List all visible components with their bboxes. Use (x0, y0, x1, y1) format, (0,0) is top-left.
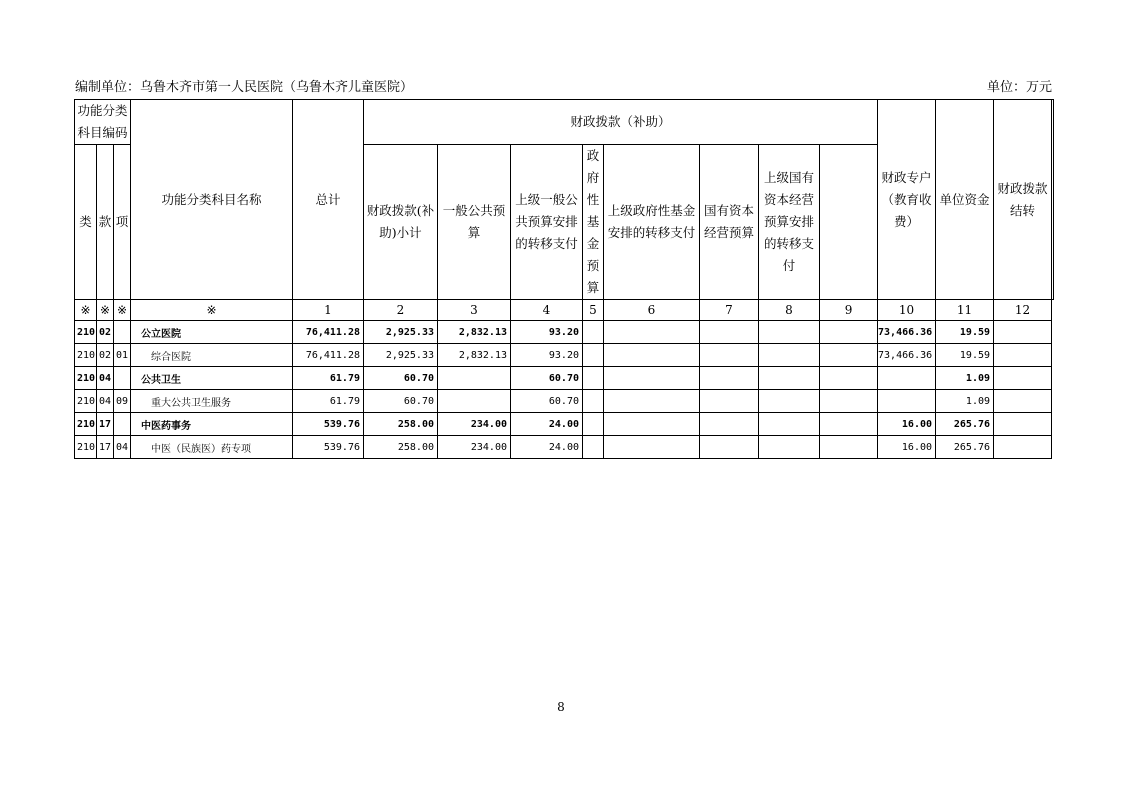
cell-fiscal-subtotal: 2,925.33 (364, 321, 438, 344)
cell-total: 76,411.28 (293, 344, 364, 367)
cell-kuan: 04 (97, 390, 114, 413)
cell-upper-state (759, 436, 820, 459)
header-gov-fund-budget: 政府性基金预算 (583, 145, 604, 300)
header-fiscal-carryover: 财政拨款结转 (994, 100, 1052, 300)
cell-upper-state (759, 413, 820, 436)
cell-upper-fund (604, 413, 700, 436)
cell-unit-funds (878, 390, 936, 413)
cell-total: 539.76 (293, 436, 364, 459)
compiling-unit-label: 编制单位：乌鲁木齐市第一人民医院（乌鲁木齐儿童医院） (75, 80, 414, 95)
cell-state-capital (700, 321, 759, 344)
cell-nonfiscal-carry (994, 436, 1052, 459)
cell-name: 中医（民族医）药专项 (131, 436, 293, 459)
cell-nonfiscal-carry (994, 390, 1052, 413)
cell-special (820, 436, 878, 459)
cell-nonfiscal-carry (994, 344, 1052, 367)
cell-kuan: 04 (97, 367, 114, 390)
cell-lei: 210 (75, 367, 97, 390)
cell-name: 综合医院 (131, 344, 293, 367)
cell-general-budget: 234.00 (438, 436, 511, 459)
index-cell: 6 (604, 300, 700, 321)
cell-name: 重大公共卫生服务 (131, 390, 293, 413)
cell-state-capital (700, 436, 759, 459)
cell-unit-funds: 73,466.36 (878, 321, 936, 344)
index-cell: 7 (700, 300, 759, 321)
index-cell: 1 (293, 300, 364, 321)
index-cell: ※ (114, 300, 131, 321)
cell-nonfiscal-carry (994, 321, 1052, 344)
header-state-capital-budget: 国有资本经营预算 (700, 145, 759, 300)
index-cell: 5 (583, 300, 604, 321)
cell-upper-fund (604, 390, 700, 413)
cell-lei: 210 (75, 413, 97, 436)
table-row (75, 367, 1054, 390)
cell-general-budget: 2,832.13 (438, 344, 511, 367)
header-name: 功能分类科目名称 (131, 100, 293, 300)
cell-unit-funds: 73,466.36 (878, 344, 936, 367)
index-cell: 11 (936, 300, 994, 321)
cell-xiang: 04 (114, 436, 131, 459)
cell-fiscal-subtotal: 2,925.33 (364, 344, 438, 367)
cell-upper-state (759, 321, 820, 344)
cell-state-capital (700, 344, 759, 367)
index-cell: ※ (97, 300, 114, 321)
cell-upper-general-transfer: 60.70 (511, 390, 583, 413)
cell-special (820, 413, 878, 436)
cell-general-budget (438, 367, 511, 390)
cell-upper-general-transfer: 24.00 (511, 413, 583, 436)
cell-general-budget: 2,832.13 (438, 321, 511, 344)
cell-special (820, 367, 878, 390)
cell-total: 539.76 (293, 413, 364, 436)
cell-fiscal-subtotal: 60.70 (364, 367, 438, 390)
cell-unit-funds (878, 367, 936, 390)
header-xiang: 项 (114, 145, 131, 300)
cell-upper-general-transfer: 93.20 (511, 344, 583, 367)
cell-kuan: 02 (97, 344, 114, 367)
cell-fiscal-carry: 19.59 (936, 321, 994, 344)
cell-kuan: 17 (97, 436, 114, 459)
cell-xiang (114, 413, 131, 436)
index-cell: 10 (878, 300, 936, 321)
header-general-budget: 一般公共预算 (438, 145, 511, 300)
cell-general-budget: 234.00 (438, 413, 511, 436)
cell-special (820, 321, 878, 344)
header-fiscal-subtotal: 财政拨款(补助)小计 (364, 145, 438, 300)
cell-upper-state (759, 390, 820, 413)
table-row (75, 321, 1054, 344)
index-cell: 9 (820, 300, 878, 321)
header-upper-state-capital-transfer: 上级国有资本经营预算安排的转移支付 (759, 145, 820, 300)
budget-table (74, 99, 1054, 459)
cell-fiscal-subtotal: 258.00 (364, 413, 438, 436)
table-row (75, 390, 1054, 413)
header-upper-general-transfer: 上级一般公共预算安排的转移支付 (511, 145, 583, 300)
cell-upper-state (759, 344, 820, 367)
cell-name: 公共卫生 (131, 367, 293, 390)
cell-nonfiscal-carry (994, 367, 1052, 390)
cell-total: 61.79 (293, 390, 364, 413)
index-cell: 12 (994, 300, 1052, 321)
cell-kuan: 02 (97, 321, 114, 344)
cell-upper-state (759, 367, 820, 390)
table-row (75, 436, 1054, 459)
cell-total: 76,411.28 (293, 321, 364, 344)
cell-state-capital (700, 390, 759, 413)
cell-gov-fund (583, 321, 604, 344)
cell-total: 61.79 (293, 367, 364, 390)
cell-lei: 210 (75, 436, 97, 459)
cell-fiscal-carry: 19.59 (936, 344, 994, 367)
header-nonfiscal-carryover (1052, 100, 1054, 300)
index-cell: 2 (364, 300, 438, 321)
cell-lei: 210 (75, 390, 97, 413)
cell-general-budget (438, 390, 511, 413)
cell-upper-fund (604, 344, 700, 367)
header-kuan: 款 (97, 145, 114, 300)
cell-state-capital (700, 413, 759, 436)
cell-special (820, 390, 878, 413)
header-total: 总计 (293, 100, 364, 300)
index-cell: ※ (75, 300, 97, 321)
cell-upper-fund (604, 436, 700, 459)
cell-nonfiscal-carry (994, 413, 1052, 436)
cell-fiscal-carry: 265.76 (936, 413, 994, 436)
cell-gov-fund (583, 436, 604, 459)
cell-kuan: 17 (97, 413, 114, 436)
cell-fiscal-subtotal: 60.70 (364, 390, 438, 413)
cell-upper-general-transfer: 24.00 (511, 436, 583, 459)
header-upper-fund-transfer: 上级政府性基金安排的转移支付 (604, 145, 700, 300)
table-row (75, 413, 1054, 436)
cell-lei: 210 (75, 344, 97, 367)
header-fiscal-group: 财政拨款（补助） (364, 100, 878, 145)
cell-xiang (114, 367, 131, 390)
cell-xiang (114, 321, 131, 344)
cell-state-capital (700, 367, 759, 390)
cell-unit-funds: 16.00 (878, 436, 936, 459)
cell-fiscal-carry: 1.09 (936, 390, 994, 413)
cell-gov-fund (583, 390, 604, 413)
cell-name: 中医药事务 (131, 413, 293, 436)
header-unit-funds: 单位资金 (936, 100, 994, 300)
cell-gov-fund (583, 413, 604, 436)
index-cell: 4 (511, 300, 583, 321)
header-code-group: 功能分类科目编码 (75, 100, 131, 145)
index-cell: ※ (131, 300, 293, 321)
cell-xiang: 01 (114, 344, 131, 367)
table-row (75, 344, 1054, 367)
header-lei: 类 (75, 145, 97, 300)
cell-name: 公立医院 (131, 321, 293, 344)
cell-upper-general-transfer: 60.70 (511, 367, 583, 390)
cell-upper-general-transfer: 93.20 (511, 321, 583, 344)
index-cell: 8 (759, 300, 820, 321)
cell-fiscal-subtotal: 258.00 (364, 436, 438, 459)
cell-upper-fund (604, 367, 700, 390)
cell-fiscal-carry: 1.09 (936, 367, 994, 390)
column-index-row (75, 300, 1054, 321)
cell-xiang: 09 (114, 390, 131, 413)
cell-upper-fund (604, 321, 700, 344)
cell-unit-funds: 16.00 (878, 413, 936, 436)
cell-gov-fund (583, 344, 604, 367)
cell-fiscal-carry: 265.76 (936, 436, 994, 459)
cell-gov-fund (583, 367, 604, 390)
cell-special (820, 344, 878, 367)
index-cell: 3 (438, 300, 511, 321)
header-special-account: 财政专户（教育收费） (878, 100, 936, 300)
cell-lei: 210 (75, 321, 97, 344)
page-number: 8 (557, 700, 565, 714)
currency-unit-label: 单位：万元 (986, 80, 1052, 95)
